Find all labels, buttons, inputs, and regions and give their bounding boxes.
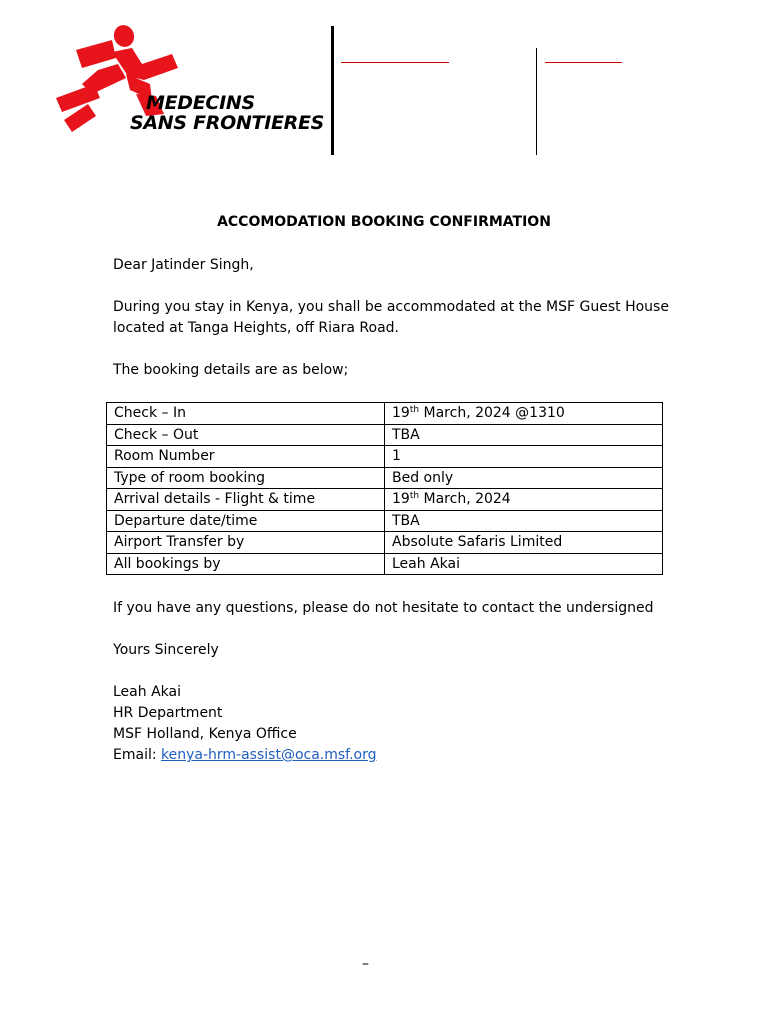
header-divider-thick xyxy=(331,26,334,155)
email-link[interactable]: kenya-hrm-assist@oca.msf.org xyxy=(161,747,377,763)
row-label: Airport Transfer by xyxy=(107,532,385,554)
row-label: Departure date/time xyxy=(107,510,385,532)
intro-line-2: located at Tanga Heights, off Riara Road. xyxy=(113,320,399,336)
closing: Yours Sincerely xyxy=(113,642,219,658)
signature-office: MSF Holland, Kenya Office xyxy=(113,726,297,742)
row-label: All bookings by xyxy=(107,553,385,575)
header-red-rule-right xyxy=(545,62,622,63)
row-label: Check – In xyxy=(107,403,385,425)
table-row xyxy=(107,403,663,425)
document-title: ACCOMODATION BOOKING CONFIRMATION xyxy=(217,214,551,230)
questions-note: If you have any questions, please do not hesitate to contact the undersigned xyxy=(113,600,654,616)
signature-name: Leah Akai xyxy=(113,684,181,700)
row-value: Absolute Safaris Limited xyxy=(385,532,663,554)
row-label: Arrival details - Flight & time xyxy=(107,489,385,511)
table-row xyxy=(107,489,663,511)
signature-email-line xyxy=(113,745,376,766)
page-footer-mark: – xyxy=(362,956,369,972)
email-label: Email: xyxy=(113,747,162,763)
row-value: 19th March, 2024 @1310 xyxy=(385,403,663,425)
intro-line-1: During you stay in Kenya, you shall be accommodated at the MSF Guest House xyxy=(113,299,669,315)
row-value: TBA xyxy=(385,510,663,532)
table-row xyxy=(107,446,663,468)
logo-text-medecins: MEDECINS xyxy=(146,92,255,114)
row-label: Type of room booking xyxy=(107,467,385,489)
signature-department: HR Department xyxy=(113,705,223,721)
row-value: TBA xyxy=(385,424,663,446)
row-value: 1 xyxy=(385,446,663,468)
row-value: 19th March, 2024 xyxy=(385,489,663,511)
details-intro: The booking details are as below; xyxy=(113,362,349,378)
header-divider-thin xyxy=(536,48,537,155)
table-row xyxy=(107,424,663,446)
row-label: Room Number xyxy=(107,446,385,468)
row-label: Check – Out xyxy=(107,424,385,446)
msf-logo xyxy=(54,24,325,142)
booking-details-table xyxy=(106,402,663,575)
row-value: Leah Akai xyxy=(385,553,663,575)
table-row xyxy=(107,553,663,575)
logo-text-sans-frontieres: SANS FRONTIERES xyxy=(130,112,325,134)
table-row xyxy=(107,467,663,489)
table-row xyxy=(107,510,663,532)
header-red-rule-left xyxy=(341,62,449,63)
greeting: Dear Jatinder Singh, xyxy=(113,257,254,273)
table-row xyxy=(107,532,663,554)
row-value: Bed only xyxy=(385,467,663,489)
